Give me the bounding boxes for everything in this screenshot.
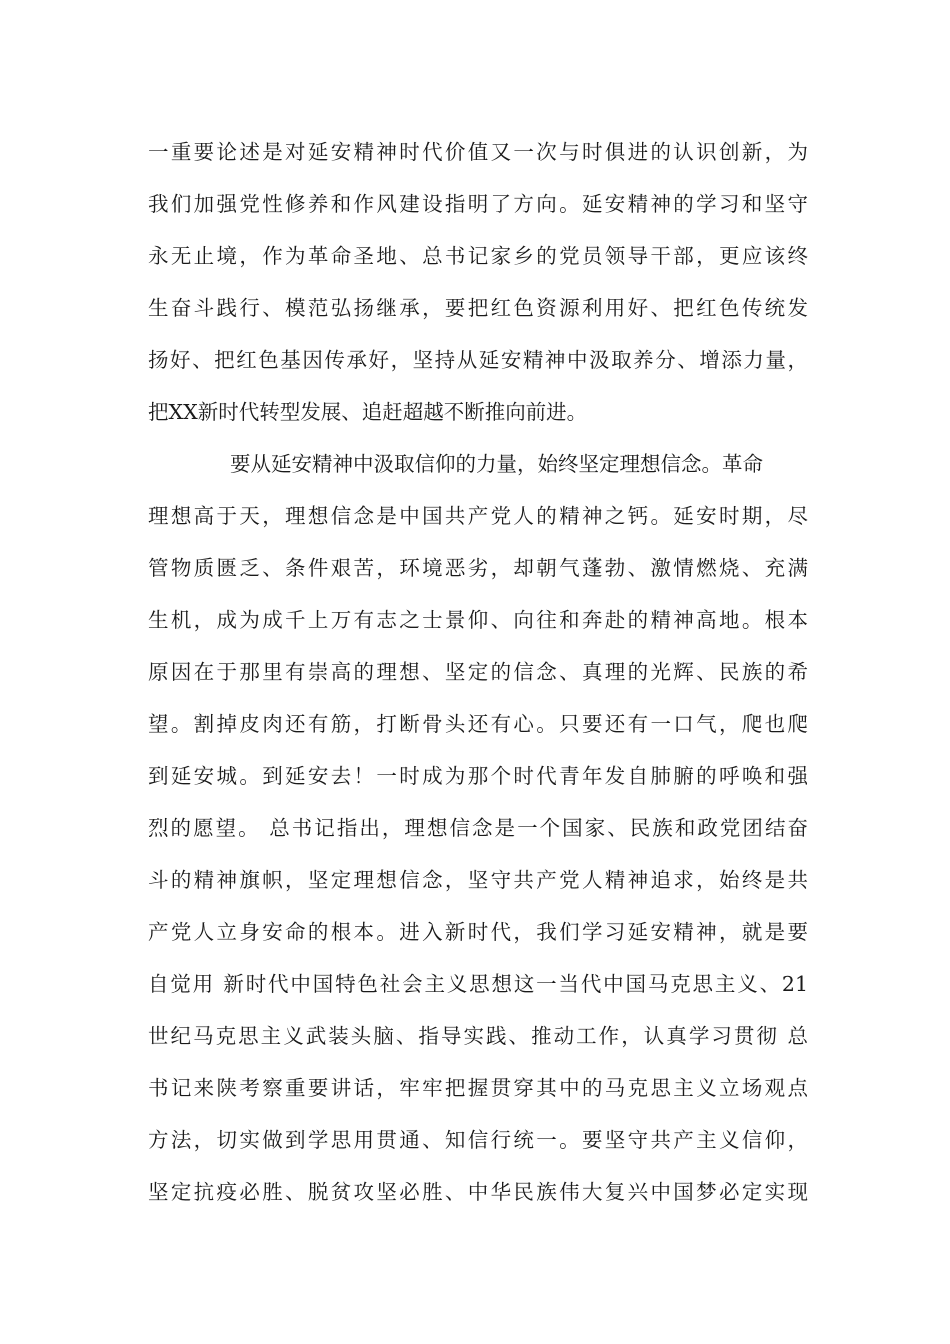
text-line: 原因在于那里有崇高的理想、坚定的信念、真理的光辉、民族的希 xyxy=(148,660,808,684)
text-line: 世纪马克思主义武装头脑、指导实践、推动工作，认真学习贯彻 总 xyxy=(148,1024,808,1048)
text-line: 望。割掉皮肉还有筋，打断骨头还有心。只要还有一口气，爬也爬 xyxy=(148,712,808,736)
text-line: 自觉用 新时代中国特色社会主义思想这一当代中国马克思主义、21 xyxy=(148,972,808,996)
text-line: 方法，切实做到学思用贯通、知信行统一。要坚守共产主义信仰， xyxy=(148,1128,808,1152)
text-line: 我们加强党性修养和作风建设指明了方向。延安精神的学习和坚守 xyxy=(148,192,808,216)
text-line: 要从延安精神中汲取信仰的力量，始终坚定理想信念。革命 xyxy=(230,452,763,476)
text-line: 永无止境，作为革命圣地、总书记家乡的党员领导干部，更应该终 xyxy=(148,244,808,268)
text-line: 扬好、把红色基因传承好，坚持从延安精神中汲取养分、增添力量， xyxy=(148,348,808,372)
text-line: 生机，成为成千上万有志之士景仰、向往和奔赴的精神高地。根本 xyxy=(148,608,808,632)
body-paragraph-2 xyxy=(148,438,808,1218)
text-line: 书记来陕考察重要讲话，牢牢把握贯穿其中的马克思主义立场观点 xyxy=(148,1076,808,1100)
text-line: 理想高于天，理想信念是中国共产党人的精神之钙。延安时期，尽 xyxy=(148,504,808,528)
text-line: 斗的精神旗帜，坚定理想信念，坚守共产党人精神追求，始终是共 xyxy=(148,868,808,892)
text-line: 坚定抗疫必胜、脱贫攻坚必胜、中华民族伟大复兴中国梦必定实现 xyxy=(148,1180,808,1204)
text-line: 生奋斗践行、模范弘扬继承，要把红色资源利用好、把红色传统发 xyxy=(148,296,808,320)
text-line: 一重要论述是对延安精神时代价值又一次与时俱进的认识创新，为 xyxy=(148,140,808,164)
text-line: 把XX新时代转型发展、追赶超越不断推向前进。 xyxy=(148,400,588,424)
text-line: 管物质匮乏、条件艰苦，环境恶劣，却朝气蓬勃、激情燃烧、充满 xyxy=(148,556,808,580)
body-paragraph-1 xyxy=(148,126,808,438)
text-line: 产党人立身安命的根本。进入新时代，我们学习延安精神，就是要 xyxy=(148,920,808,944)
text-line: 到延安城。到延安去！一时成为那个时代青年发自肺腑的呼唤和强 xyxy=(148,764,808,788)
text-line: 烈的愿望。 总书记指出，理想信念是一个国家、民族和政党团结奋 xyxy=(148,816,808,840)
